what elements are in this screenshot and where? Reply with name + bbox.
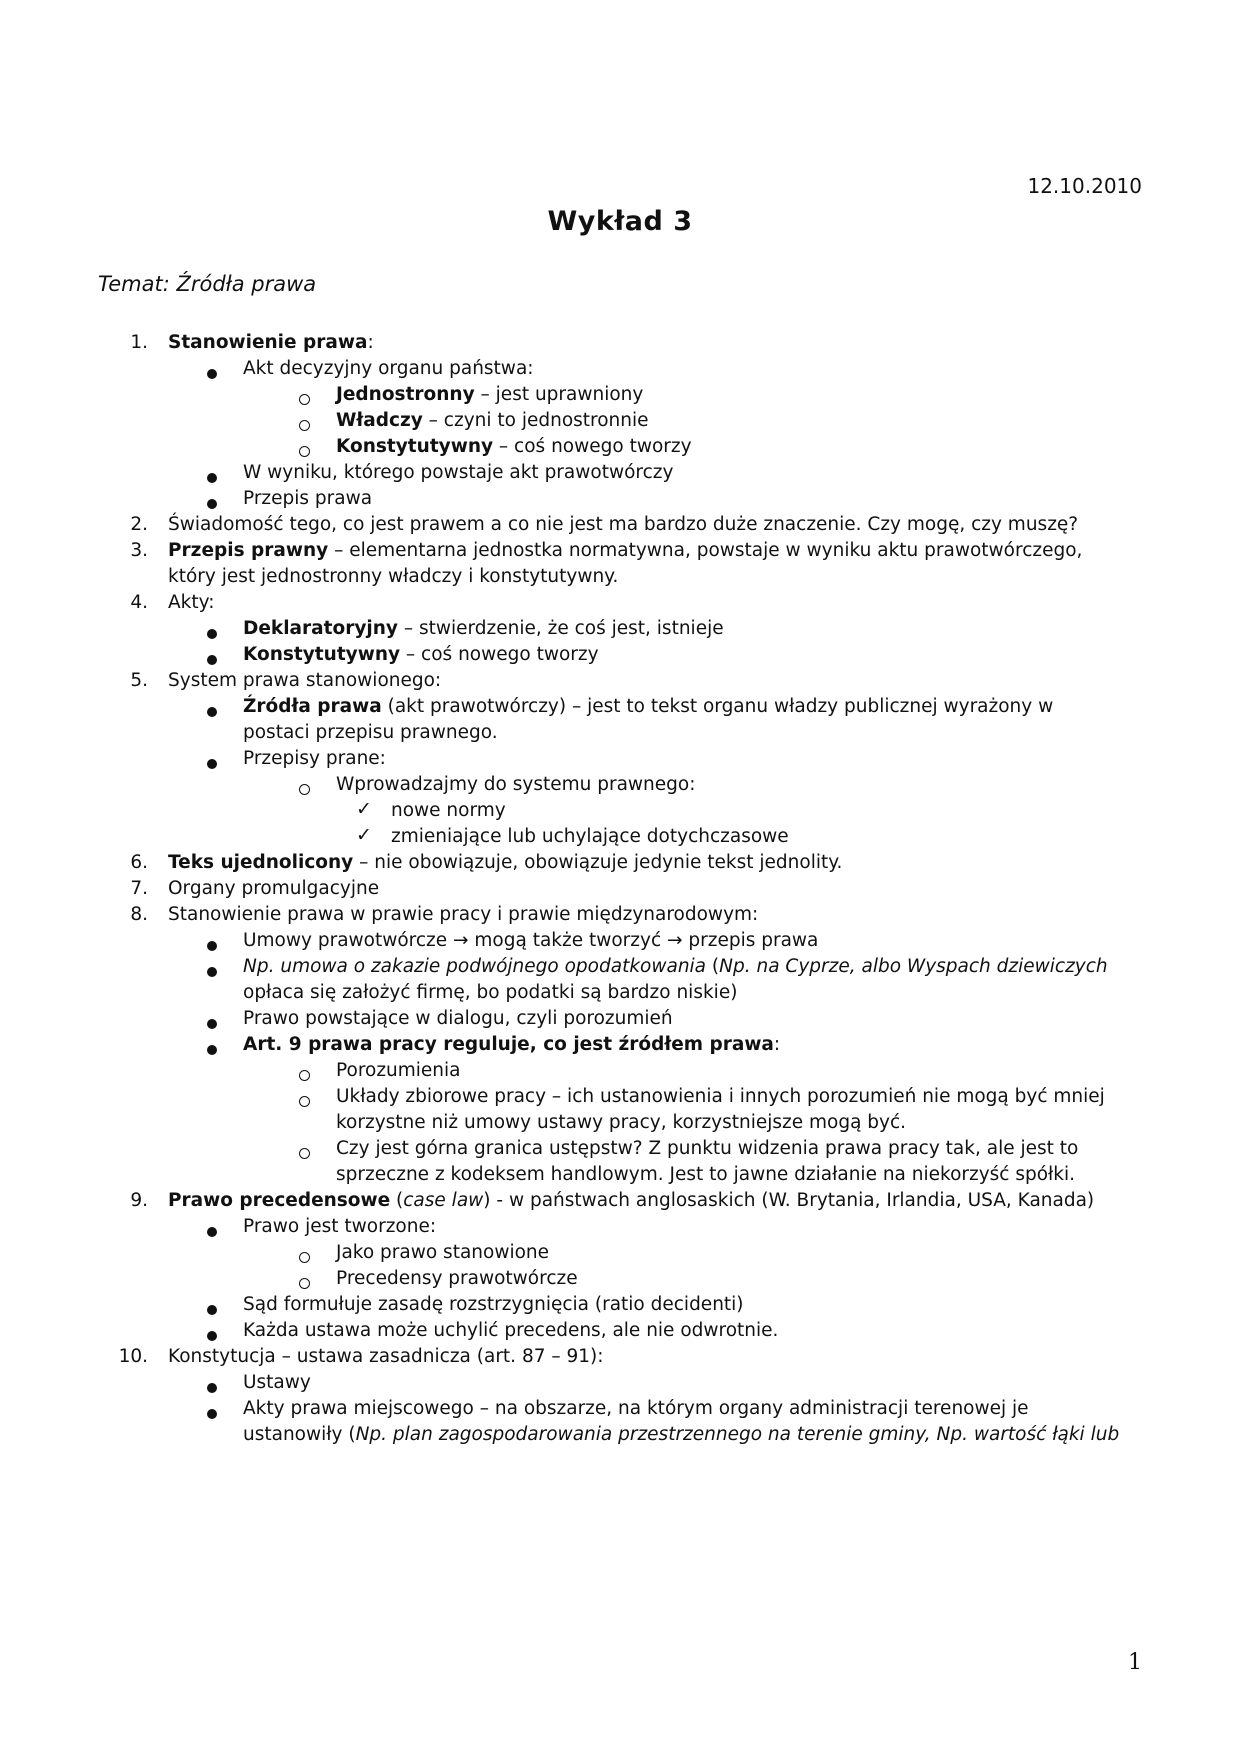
circle-bullet-icon: [299, 1148, 310, 1159]
text: Czy jest górna granica ustępstw? Z punktu widzenia prawa pracy tak, ale jest to: [336, 1138, 1079, 1159]
text: sprzeczne z kodeksem handlowym. Jest to jawne działanie na niekorzyść spółki.: [336, 1164, 1076, 1185]
text: Świadomość tego, co jest prawem a co nie jest ma bardzo duże znaczenie. Czy mogę, czy muszę?: [168, 514, 1079, 535]
bullet-icon: [207, 1305, 217, 1315]
text: System prawa stanowionego:: [168, 670, 442, 691]
text: – elementarna jednostka normatywna, powstaje w wyniku aktu prawotwórczego,: [328, 540, 1083, 561]
text: Przepis prawa: [243, 488, 373, 509]
bullet-icon: [207, 1227, 217, 1237]
term: Władczy: [336, 410, 423, 431]
text: Organy promulgacyjne: [168, 878, 380, 899]
example-text: Np. umowa o zakazie podwójnego opodatkowania: [243, 956, 707, 977]
text: Umowy prawotwórcze → mogą także tworzyć → przepis prawa: [243, 930, 819, 951]
list-number: 2.: [130, 514, 148, 535]
term: Teks ujednolicony: [168, 852, 354, 873]
text: (akt prawotwórczy) – jest to tekst organu władzy publicznej wyrażony w: [381, 696, 1054, 717]
text: Akty prawa miejscowego – na obszarze, na którym organy administracji terenowej je: [243, 1398, 1029, 1419]
list-number: 10.: [118, 1346, 148, 1367]
page-number: 1: [1128, 1650, 1142, 1675]
text: – jest uprawniony: [474, 384, 644, 405]
circle-bullet-icon: [299, 784, 310, 795]
text: – coś nowego tworzy: [493, 436, 692, 457]
term: Stanowienie prawa: [168, 332, 368, 353]
text: – coś nowego tworzy: [400, 644, 599, 665]
text: Sąd formułuje zasadę rozstrzygnięcia (ratio decidenti): [243, 1294, 744, 1315]
term: Art. 9 prawa pracy reguluje, co jest źródłem prawa: [243, 1034, 774, 1055]
text: – nie obowiązuje, obowiązuje jedynie tekst jednolity.: [353, 852, 843, 873]
text: W wyniku, którego powstaje akt prawotwórczy: [243, 462, 674, 483]
bullet-icon: [207, 1045, 217, 1055]
circle-bullet-icon: [299, 446, 310, 457]
text: Porozumienia: [336, 1060, 461, 1081]
text: – czyni to jednostronnie: [422, 410, 649, 431]
bullet-icon: [207, 655, 217, 665]
bullet-icon: [207, 967, 217, 977]
date: 12.10.2010: [1027, 174, 1142, 198]
text: który jest jednostronny władczy i konstytutywny.: [168, 566, 619, 587]
text: zmieniające lub uchylające dotychczasowe: [391, 826, 789, 847]
text: :: [367, 332, 374, 353]
circle-bullet-icon: [299, 420, 310, 431]
text: Przepisy prane:: [243, 748, 386, 769]
circle-bullet-icon: [299, 1278, 310, 1289]
text: Układy zbiorowe pracy – ich ustanowienia i innych porozumień nie mogą być mniej: [336, 1086, 1105, 1107]
term: Przepis prawny: [168, 540, 329, 561]
list-number: 4.: [130, 592, 148, 613]
text: (: [390, 1190, 404, 1211]
text: :: [773, 1034, 781, 1055]
list-number: 5.: [130, 670, 148, 691]
checkmark-icon: ✓: [356, 824, 372, 846]
bullet-icon: [207, 1331, 217, 1341]
text: Konstytucja – ustawa zasadnicza (art. 87 – 91):: [168, 1346, 604, 1367]
bullet-icon: [207, 941, 217, 951]
circle-bullet-icon: [299, 1096, 310, 1107]
term: Prawo precedensowe: [168, 1190, 391, 1211]
text: korzystne niż umowy ustawy pracy, korzystniejsze mogą być.: [336, 1112, 907, 1133]
list-number: 7.: [130, 878, 148, 899]
list-number: 9.: [130, 1190, 148, 1211]
text: Wprowadzajmy do systemu prawnego:: [336, 774, 696, 795]
bullet-icon: [207, 1383, 217, 1393]
text: nowe normy: [391, 800, 506, 821]
bullet-icon: [207, 629, 217, 639]
text: ustanowiły (: [243, 1424, 356, 1445]
text: Akt decyzyjny organu państwa:: [243, 358, 534, 379]
checkmark-icon: ✓: [356, 798, 372, 820]
text: postaci przepisu prawnego.: [243, 722, 498, 743]
page-title: Wykład 3: [547, 206, 693, 237]
bullet-icon: [207, 473, 217, 483]
text: Akty:: [168, 592, 215, 613]
term: Jednostronny: [336, 384, 475, 405]
text: Ustawy: [243, 1372, 311, 1393]
bullet-icon: [207, 369, 217, 379]
example-text: Np. plan zagospodarowania przestrzennego na terenie gminy, Np. wartość łąki lub: [355, 1424, 1120, 1445]
term: Konstytutywny: [243, 644, 401, 665]
text: Stanowienie prawa w prawie pracy i prawie międzynarodowym:: [168, 904, 759, 925]
list-number: 8.: [130, 904, 148, 925]
term: Konstytutywny: [336, 436, 494, 457]
bullet-icon: [207, 1409, 217, 1419]
bullet-icon: [207, 1019, 217, 1029]
text: (: [706, 956, 720, 977]
bullet-icon: [207, 707, 217, 717]
example-text: Np. na Cyprze, albo Wyspach dziewiczych: [719, 956, 1108, 977]
text: Precedensy prawotwórcze: [336, 1268, 578, 1289]
list-number: 1.: [130, 332, 148, 353]
list-number: 3.: [130, 540, 148, 561]
text: Prawo powstające w dialogu, czyli porozumień: [243, 1008, 673, 1029]
text: – stwierdzenie, że coś jest, istnieje: [397, 618, 724, 639]
circle-bullet-icon: [299, 1252, 310, 1263]
term: Deklaratoryjny: [243, 618, 398, 639]
text: Jako prawo stanowione: [336, 1242, 550, 1263]
text: Każda ustawa może uchylić precedens, ale nie odwrotnie.: [243, 1320, 779, 1341]
bullet-icon: [207, 499, 217, 509]
text: Prawo jest tworzone:: [243, 1216, 437, 1237]
text: opłaca się założyć firmę, bo podatki są bardzo niskie): [243, 982, 738, 1003]
term: Źródła prawa: [243, 696, 382, 717]
topic: Temat: Źródła prawa: [98, 272, 317, 296]
circle-bullet-icon: [299, 1070, 310, 1081]
text: ) - w państwach anglosaskich (W. Brytania, Irlandia, USA, Kanada): [483, 1190, 1095, 1211]
bullet-icon: [207, 759, 217, 769]
circle-bullet-icon: [299, 394, 310, 405]
list-number: 6.: [130, 852, 148, 873]
example-text: case law: [403, 1190, 484, 1211]
